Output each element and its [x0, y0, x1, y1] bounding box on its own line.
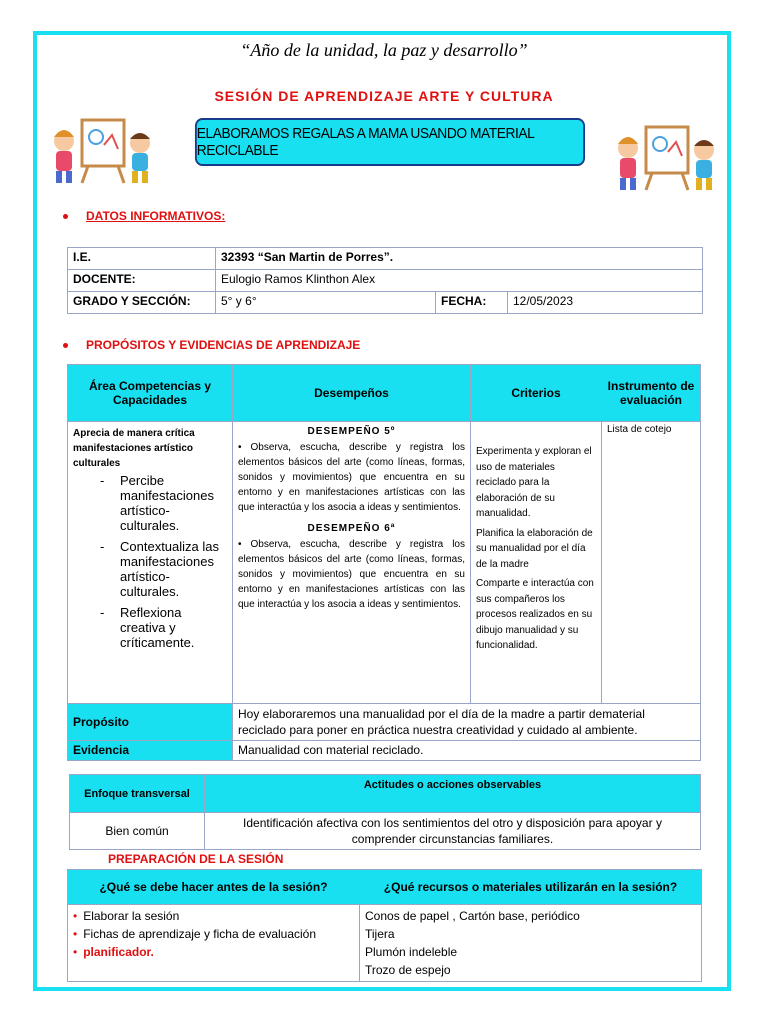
- desempeno6-text: • Observa, escucha, describe y registra los elementos básicos del arte (como líneas, formas, sonidos y movimientos) que encuentra en su entorno y en manifestaciones artísticas con las que interactúa y los asocia a ideas y sentimientos.: [238, 539, 465, 610]
- proposito-text: Hoy elaboraremos una manualidad por el día de la madre a partir dematerial reciclado para poner en práctica nuestra creatividad y cuidado al ambiente.: [233, 704, 701, 741]
- competencia-cell: [68, 422, 233, 704]
- table-row: [68, 741, 701, 761]
- list-item: Plumón indeleble: [365, 945, 458, 959]
- recursos-cell: [360, 905, 702, 982]
- desempeno5-text: • Observa, escucha, describe y registra los elementos básicos del arte (como líneas, formas, sonidos y movimientos) que encuentra en su entorno y en manifestaciones artísticas con las que interactúa y los asocia a ideas y sentimientos.: [238, 442, 465, 513]
- bullet-icon: [63, 214, 68, 219]
- preparacion-table: [67, 869, 702, 982]
- desempeno6-title: DESEMPEÑO 6ª: [307, 523, 396, 534]
- propositos-table: [67, 364, 701, 761]
- propositos-heading: PROPÓSITOS Y EVIDENCIAS DE APRENDIZAJE: [63, 338, 360, 352]
- actitud-value: Identificación afectiva con los sentimientos del otro y disposición para apoyar y comprender circunstancias familiares.: [205, 813, 701, 850]
- recursos-list: [365, 907, 696, 979]
- kids-painting-clipart-left: [42, 115, 160, 185]
- ie-label: I.E.: [68, 248, 216, 270]
- fecha-label: FECHA:: [436, 292, 508, 314]
- enfoque-value: Bien común: [70, 813, 205, 850]
- capacidades-list: [73, 473, 227, 650]
- table-row: [68, 704, 701, 741]
- grado-label: GRADO Y SECCIÓN:: [68, 292, 216, 314]
- evidencia-label: Evidencia: [68, 741, 233, 761]
- bullet-icon: [63, 343, 68, 348]
- docente-value: Eulogio Ramos Klinthon Alex: [216, 270, 703, 292]
- criterio-2: Planifica la elaboración de su manualidad por el día de la madre: [476, 527, 593, 570]
- antes-list: [73, 907, 354, 961]
- list-item: Tijera: [365, 927, 395, 941]
- col-actitudes: Actitudes o acciones observables: [205, 775, 701, 813]
- col-antes: ¿Qué se debe hacer antes de la sesión?: [68, 870, 360, 905]
- session-banner: ELABORAMOS REGALAS A MAMA USANDO MATERIAL RECICLABLE: [195, 118, 585, 166]
- table-header-row: [68, 870, 702, 905]
- competencia: Aprecia de manera crítica manifestaciones artístico culturales: [73, 428, 195, 469]
- list-item: • Elaborar la sesión: [73, 909, 180, 923]
- table-row: [70, 813, 701, 850]
- table-row: [68, 422, 701, 704]
- table-row: [68, 270, 703, 292]
- col-enfoque: Enfoque transversal: [70, 775, 205, 813]
- kids-painting-clipart-right: [606, 122, 724, 192]
- ie-value: 32393 “San Martin de Porres”.: [216, 248, 703, 270]
- list-item: Conos de papel , Cartón base, periódico: [365, 909, 580, 923]
- criterio-1: Experimenta y exploran el uso de materiales reciclado para la elaboración de su manualidad.: [476, 446, 592, 519]
- preparacion-heading: PREPARACIÓN DE LA SESIÓN: [108, 852, 284, 866]
- list-item: - Percibe manifestaciones artístico-culturales.: [120, 473, 227, 533]
- list-item: • planificador.: [73, 945, 154, 959]
- motto: “Año de la unidad, la paz y desarrollo”: [240, 40, 528, 60]
- col-criterios: Criterios: [471, 365, 602, 422]
- proposito-label: Propósito: [68, 704, 233, 741]
- list-item: • Fichas de aprendizaje y ficha de evaluación: [73, 927, 317, 941]
- instrumento-value: Lista de cotejo: [602, 422, 701, 704]
- col-area: Área Competencias y Capacidades: [68, 365, 233, 422]
- table-header-row: [70, 775, 701, 813]
- datos-table: [67, 247, 703, 314]
- list-item: - Contextualiza las manifestaciones artístico-culturales.: [120, 539, 227, 599]
- desempenos-cell: [233, 422, 471, 704]
- list-item: Trozo de espejo: [365, 963, 451, 977]
- datos-heading: DATOS INFORMATIVOS:: [63, 209, 225, 223]
- grado-value: 5° y 6°: [216, 292, 436, 314]
- table-header-row: [68, 365, 701, 422]
- criterios-cell: [471, 422, 602, 704]
- col-recursos: ¿Qué recursos o materiales utilizarán en la sesión?: [360, 870, 702, 905]
- session-title: SESIÓN DE APRENDIZAJE ARTE Y CULTURA: [214, 88, 554, 104]
- table-row: [68, 292, 703, 314]
- docente-label: DOCENTE:: [68, 270, 216, 292]
- col-desempenos: Desempeños: [233, 365, 471, 422]
- list-item: - Reflexiona creativa y críticamente.: [120, 605, 227, 650]
- enfoque-table: [69, 774, 701, 850]
- antes-cell: [68, 905, 360, 982]
- desempeno5-title: DESEMPEÑO 5º: [307, 426, 396, 437]
- evidencia-text: Manualidad con material reciclado.: [233, 741, 701, 761]
- criterio-3: Comparte e interactúa con sus compañeros los procesos realizados en su dibujo manualidad y su funcionalidad.: [476, 578, 594, 651]
- table-row: [68, 905, 702, 982]
- fecha-value: 12/05/2023: [508, 292, 703, 314]
- table-row: [68, 248, 703, 270]
- col-instrumento: Instrumento de evaluación: [602, 365, 701, 422]
